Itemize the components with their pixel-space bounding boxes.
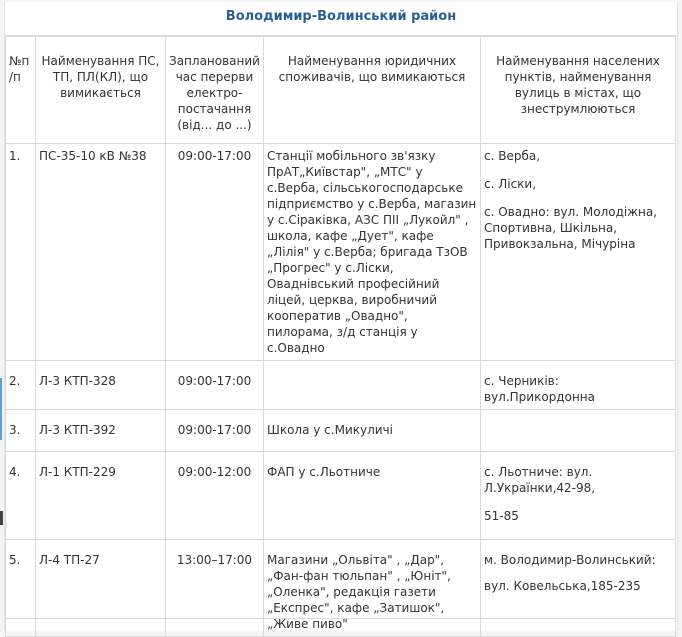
table-row	[6, 361, 676, 410]
row-time: 09:00-17:00	[166, 410, 264, 452]
row-object: Л-3 КТП-392	[36, 410, 166, 452]
row-consumers: Школа у с.Микуличі	[264, 410, 481, 452]
left-accent-bar	[0, 378, 2, 440]
table-header-row	[6, 37, 676, 144]
row-object: ПС-35-10 кВ №38	[36, 144, 166, 361]
location-line: вул. Ковельська,185-235	[484, 579, 641, 593]
row-time: 09:00-17:00	[166, 144, 264, 361]
location-line: с. Льотниче: вул. Л.Українки,42-98,	[484, 465, 596, 495]
row-num: 4.	[6, 452, 36, 540]
row-consumers	[264, 361, 481, 410]
header-locations: Найменування населених пунктів, найменування вулиць в містах, що знеструмлюються	[481, 37, 676, 144]
location-line: с. Овадно: вул. Молодіжна, Спортивна, Шкільна, Привокзальна, Мічуріна	[484, 205, 658, 251]
location-line: 51-85	[484, 509, 519, 523]
region-title: Володимир-Волинський район	[5, 0, 677, 36]
row-consumers: Магазини „Ольвіта" , „Дар", „Фан-фан тюльпан" , „Юніт", „Оленка", редакція газети „Експрес", кафе „Затишок", „Живе пиво"	[264, 540, 481, 637]
row-consumers: Станції мобільного зв'язку ПрАТ„Київстар", „МТС" у с.Верба, сільськогосподарське підприємство у с.Верба, магазин у с.Сіраківка, АЗС ПІІ „Лукойл" , школа, кафе „Дует", кафе „Лілія" у с.Верба; бригада ТзОВ „Прогрес" у с.Ліски, Оваднівський професійний ліцей, церква, виробничий кооператив „Овадно", пилорама, з/д станція у с.Овадно	[264, 144, 481, 361]
row-object: Л-3 КТП-328	[36, 361, 166, 410]
bottom-divider	[5, 618, 675, 619]
table-row	[6, 540, 676, 637]
row-object: Л-1 КТП-229	[36, 452, 166, 540]
header-object: Найменування ПС, ТП, ПЛ(КЛ), що вимикається	[36, 37, 166, 144]
row-time: 09:00-17:00	[166, 361, 264, 410]
row-num: 3.	[6, 410, 36, 452]
header-num: №п/п	[6, 37, 36, 144]
outage-schedule-table	[5, 36, 676, 637]
row-object: Л-4 ТП-27	[36, 540, 166, 637]
location-line: м. Володимир-Волинський:	[484, 553, 656, 567]
row-num: 1.	[6, 144, 36, 361]
left-edge-mark	[0, 511, 3, 525]
row-consumers: ФАП у с.Льотниче	[264, 452, 481, 540]
location-line: с. Верба,	[484, 149, 541, 163]
header-time: Запланований час перерви електро-постачання (від... до ...)	[166, 37, 264, 144]
row-locations	[481, 144, 676, 361]
table-row	[6, 144, 676, 361]
header-consumers: Найменування юридичних споживачів, що вимикаються	[264, 37, 481, 144]
location-line: с. Ліски,	[484, 177, 537, 191]
row-locations	[481, 361, 676, 410]
row-num: 5.	[6, 540, 36, 637]
location-line: с. Черників: вул.Прикордонна	[484, 374, 595, 404]
row-locations	[481, 452, 676, 540]
row-num: 2.	[6, 361, 36, 410]
table-row	[6, 410, 676, 452]
row-locations	[481, 410, 676, 452]
row-time: 09:00-12:00	[166, 452, 264, 540]
row-locations	[481, 540, 676, 637]
row-time: 13:00–17:00	[166, 540, 264, 637]
table-row	[6, 452, 676, 540]
